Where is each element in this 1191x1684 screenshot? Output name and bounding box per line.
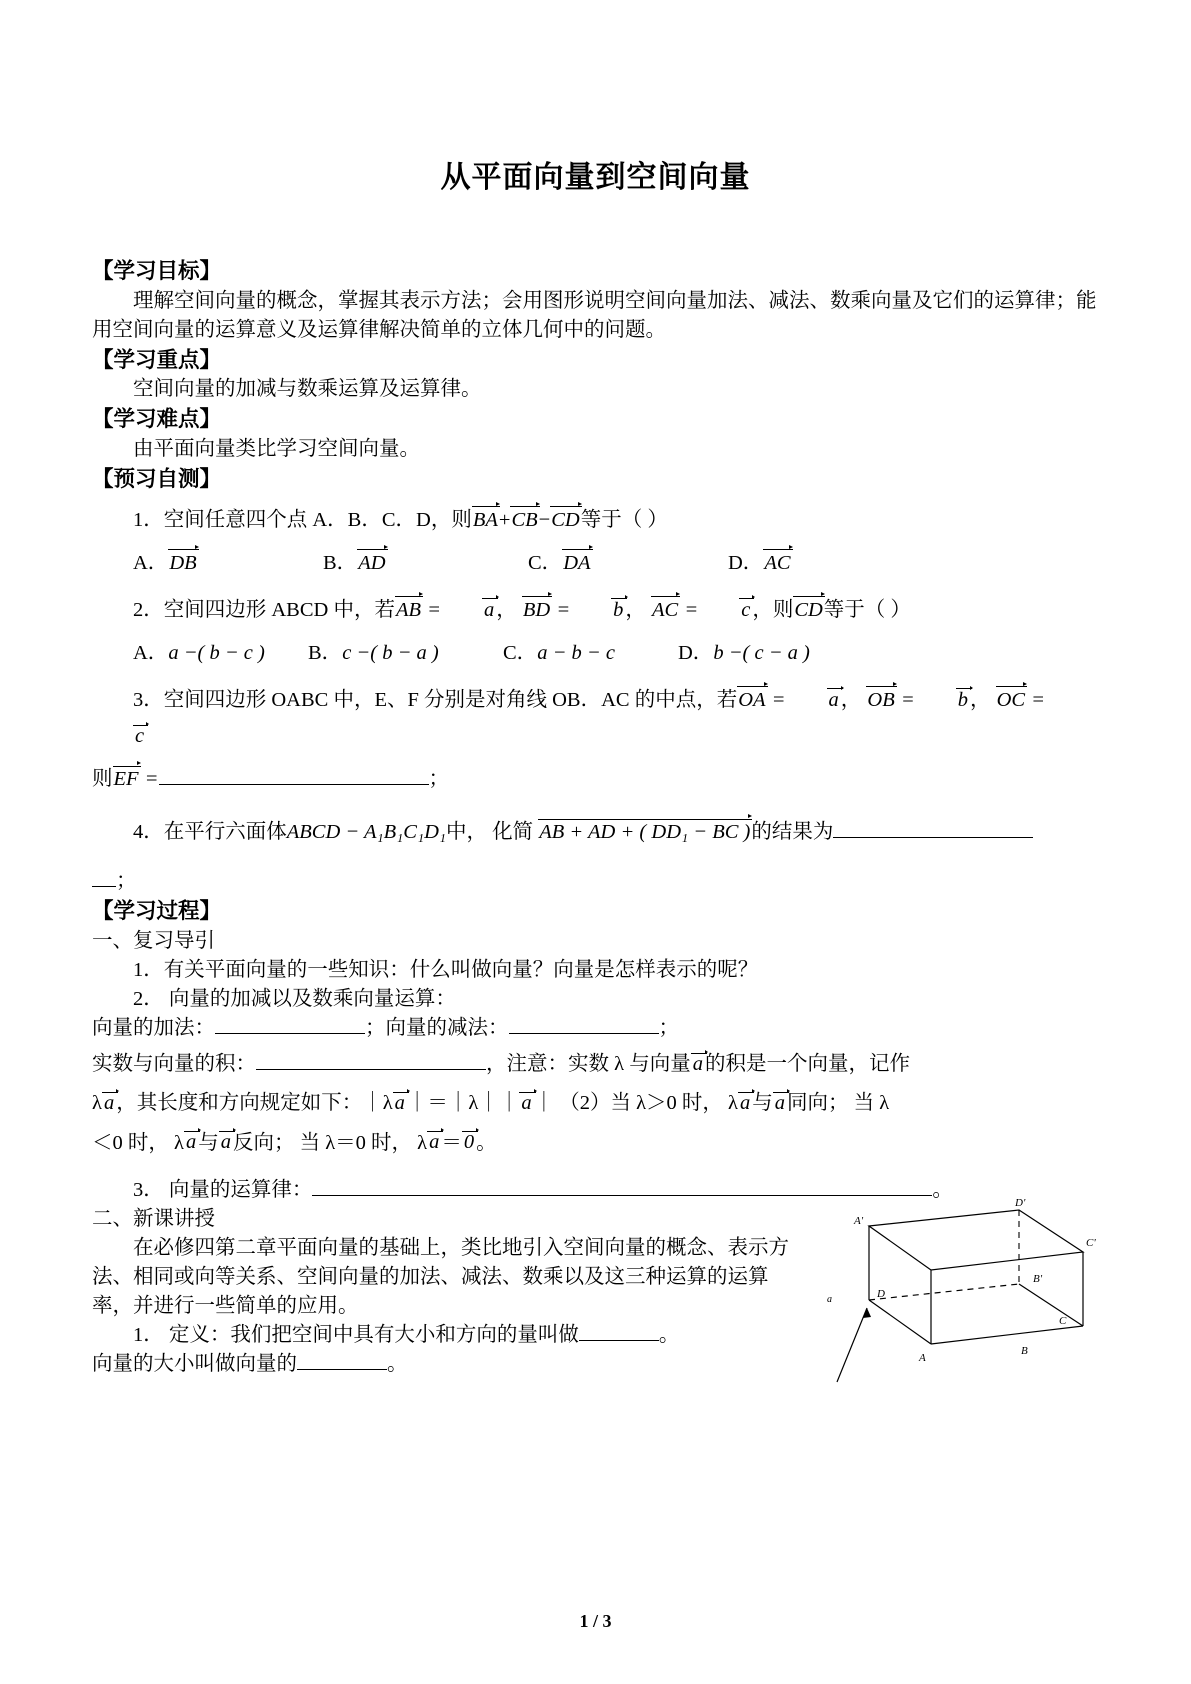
product-note-b: 的积是一个向量，记作 bbox=[704, 1053, 910, 1076]
q3-vec-oa: OA bbox=[738, 688, 766, 711]
q2-scalar-c: c bbox=[741, 598, 751, 621]
lambda-line-1: λa，其长度和方向规定如下：｜λa｜＝｜λ｜｜a｜ （2）当 λ＞0 时， λa与a同向； 当 λ bbox=[92, 1092, 890, 1115]
q1-text-before: 空间任意四个点 A．B．C．D，则 bbox=[163, 508, 472, 531]
q3-scalar-c: c bbox=[135, 724, 145, 747]
sub-blank[interactable] bbox=[509, 1033, 659, 1034]
lambda-vec-7: a bbox=[220, 1131, 231, 1154]
q2-text-after: 等于（ ） bbox=[823, 598, 911, 621]
lambda-line1-a: ，其长度和方向规定如下：｜λ bbox=[116, 1092, 393, 1115]
q2-vec-bd: BD bbox=[522, 598, 551, 621]
p1-3-tail: 。 bbox=[932, 1178, 953, 1201]
process-def-2 bbox=[92, 1350, 799, 1379]
q2-eq-1: = bbox=[427, 598, 441, 621]
q3-answer-eq: = bbox=[144, 768, 159, 791]
q1-number: 1． bbox=[133, 508, 164, 531]
q4-tail-mark: ； bbox=[116, 870, 137, 893]
question-2: 2．空间四边形 ABCD 中，若AB = a， BD = b， AC = c，则CD等于（ ） bbox=[133, 598, 911, 621]
parallelepiped-figure bbox=[807, 1196, 1107, 1410]
sub-label: ；向量的减法： bbox=[365, 1017, 509, 1040]
lambda-line1-d: 与 bbox=[752, 1092, 773, 1115]
q1-vec-cb: CB bbox=[511, 508, 538, 531]
q1-text-after: 等于（ ） bbox=[580, 508, 668, 531]
page-title: 从平面向量到空间向量 bbox=[440, 161, 751, 194]
lambda-vec-4: a bbox=[740, 1092, 751, 1115]
q2-vec-cd: CD bbox=[794, 598, 823, 621]
lambda-line1-c: ｜ （2）当 λ＞0 时， λ bbox=[533, 1092, 738, 1115]
section-header-key: 【学习重点】 bbox=[92, 347, 222, 372]
q4-expr: AB + AD + ( DD₁ − BC ) bbox=[539, 821, 751, 844]
def-2-label: 向量的大小叫做向量的 bbox=[92, 1353, 297, 1376]
process-product-line bbox=[92, 1043, 1099, 1079]
q2-option-a[interactable] bbox=[92, 639, 267, 668]
lambda-vec-8: a bbox=[429, 1131, 440, 1154]
q2-scalar-a: a bbox=[483, 598, 495, 621]
q4-text-before: 在平行六面体 bbox=[163, 821, 287, 844]
q4-text-after: 的结果为 bbox=[751, 821, 834, 844]
q1-option-d-vec: AC bbox=[764, 551, 791, 574]
q2-vec-ab: AB bbox=[395, 598, 422, 621]
def-1-blank[interactable] bbox=[579, 1340, 659, 1341]
q4-number: 4． bbox=[133, 821, 164, 844]
q3-vec-ob: OB bbox=[867, 688, 895, 711]
figure-label-c: C bbox=[1059, 1314, 1067, 1327]
q2-vec-ac: AC bbox=[652, 598, 679, 621]
q2-option-c-expr: a − b − c bbox=[537, 641, 615, 664]
lambda-vec-6: a bbox=[185, 1131, 197, 1154]
question-4 bbox=[92, 794, 1099, 847]
q3-scalar-a: a bbox=[828, 688, 839, 711]
figure-label-a-prime: A' bbox=[854, 1214, 864, 1227]
lambda-line2-e: 。 bbox=[476, 1131, 497, 1154]
def-2-tail: 。 bbox=[387, 1353, 408, 1376]
figure-label-d: D bbox=[877, 1287, 885, 1300]
q2-option-c-label: C． bbox=[503, 641, 538, 664]
q3-text-before: 空间四边形 OABC 中，E、F 分别是对角线 OB．AC 的中点，若 bbox=[163, 688, 738, 711]
lambda-line1-e: 同向； 当 λ bbox=[787, 1092, 890, 1115]
q2-eq-3: = bbox=[684, 598, 699, 621]
q3-vec-oc: OC bbox=[996, 688, 1026, 711]
q1-option-c-label: C． bbox=[528, 551, 563, 574]
figure-label-b-prime: B' bbox=[1033, 1272, 1043, 1285]
p1-3-label: 3． 向量的运算律： bbox=[133, 1178, 313, 1201]
section-header-process: 【学习过程】 bbox=[92, 899, 222, 924]
parallelepiped-svg bbox=[807, 1196, 1107, 1401]
figure-label-a: A bbox=[919, 1351, 926, 1364]
q1-op-minus: − bbox=[538, 508, 551, 531]
question-2-options bbox=[92, 625, 1099, 668]
q1-option-b-vec: AD bbox=[358, 551, 386, 574]
product-note-a: ，注意：实数 λ 与向量 bbox=[486, 1053, 691, 1076]
q2-eq-2: = bbox=[556, 598, 571, 621]
q1-option-c-vec: DA bbox=[563, 551, 591, 574]
q2-option-b-label: B． bbox=[308, 641, 343, 664]
q2-option-c[interactable] bbox=[462, 639, 637, 668]
lambda-line1-b: ｜＝｜λ｜｜ bbox=[406, 1092, 520, 1115]
q4-tail-blank[interactable] bbox=[92, 886, 116, 887]
question-3: 3．空间四边形 OABC 中，E、F 分别是对角线 OB．AC 的中点，若OA = a， OB = b， OC =c bbox=[133, 688, 1046, 747]
section-header-pretest: 【预习自测】 bbox=[92, 466, 222, 491]
question-1-options bbox=[92, 535, 1099, 578]
q2-option-d-label: D． bbox=[678, 641, 714, 664]
lambda-vec-3: a bbox=[521, 1092, 532, 1115]
def-1-label: 1． 定义：我们把空间中具有大小和方向的量叫做 bbox=[133, 1324, 579, 1347]
q3-answer-prefix: 则 bbox=[92, 768, 113, 791]
q2-text-before: 空间四边形 ABCD 中，若 bbox=[163, 598, 395, 621]
figure-label-b: B bbox=[1021, 1344, 1028, 1357]
add-label: 向量的加法： bbox=[92, 1017, 215, 1040]
section-header-difficult: 【学习难点】 bbox=[92, 407, 222, 432]
question-1 bbox=[92, 495, 1099, 535]
q1-vec-cd: CD bbox=[551, 508, 580, 531]
q1-option-d-label: D． bbox=[728, 551, 764, 574]
process-def-1 bbox=[92, 1321, 799, 1350]
q4-solid: ABCD − A₁B₁C₁D₁ bbox=[286, 821, 447, 844]
q2-scalar-b: b bbox=[613, 598, 624, 621]
lambda-line2-c: 反向； 当 λ＝0 时， λ bbox=[232, 1131, 428, 1154]
q1-option-d[interactable] bbox=[687, 549, 792, 578]
q4-text-mid: 中， 化简 bbox=[446, 821, 534, 844]
product-blank[interactable] bbox=[256, 1069, 486, 1070]
q1-option-b[interactable] bbox=[282, 549, 487, 578]
lambda-vec-9: 0 bbox=[463, 1131, 475, 1154]
figure-label-c-prime: C' bbox=[1086, 1236, 1096, 1249]
sub-tail: ； bbox=[658, 1017, 679, 1040]
q2-number: 2． bbox=[133, 598, 164, 621]
q3-answer-vec: EF bbox=[113, 768, 139, 791]
product-label: 实数与向量的积： bbox=[92, 1053, 256, 1076]
q1-option-a[interactable] bbox=[92, 549, 282, 578]
lambda-line2-a: ＜0 时， λ bbox=[92, 1131, 184, 1154]
q1-option-c[interactable] bbox=[487, 549, 687, 578]
q2-option-b[interactable] bbox=[267, 639, 462, 668]
lambda-vec-1: a bbox=[103, 1092, 115, 1115]
product-vec-a: a bbox=[692, 1053, 703, 1076]
q4-answer-blank[interactable] bbox=[833, 837, 1033, 838]
q2-option-d-expr: b −( c − a ) bbox=[713, 641, 810, 664]
page-number: 1 / 3 bbox=[579, 1611, 612, 1631]
q2-option-d[interactable] bbox=[637, 639, 810, 668]
q3-number: 3． bbox=[133, 688, 164, 711]
lambda-line2-b: 与 bbox=[198, 1131, 219, 1154]
q1-option-a-label: A． bbox=[133, 551, 169, 574]
process-part2-title: 二、新课讲授 bbox=[92, 1207, 215, 1230]
q1-vec-ba: BA bbox=[472, 508, 498, 531]
process-p2-intro: 在必修四第二章平面向量的基础上，类比地引入空间向量的概念、表示方法、相同或向等关系、空间向量的加法、减法、数乘以及这三种运算的运算率，并进行一些简单的应用。 bbox=[92, 1236, 789, 1318]
lambda-line2-d: ＝ bbox=[441, 1131, 462, 1154]
q1-option-b-label: B． bbox=[323, 551, 358, 574]
q3-scalar-b: b bbox=[957, 688, 968, 711]
q1-option-a-vec: DB bbox=[169, 551, 197, 574]
question-3-answer-line bbox=[92, 751, 1099, 794]
add-blank[interactable] bbox=[215, 1033, 365, 1034]
process-part1-title: 一、复习导引 bbox=[92, 929, 215, 952]
process-p1-2: 2． 向量的加减以及数乘向量运算： bbox=[133, 988, 456, 1011]
section-header-objective: 【学习目标】 bbox=[92, 259, 222, 283]
q2-option-a-label: A． bbox=[133, 641, 169, 664]
def-1-tail: 。 bbox=[658, 1324, 680, 1347]
figure-label-vector-a: a bbox=[827, 1293, 832, 1305]
q2-option-a-expr: a −( b − c ) bbox=[168, 641, 265, 664]
q2-option-b-expr: c −( b − a ) bbox=[342, 641, 439, 664]
q3-answer-blank[interactable] bbox=[159, 784, 429, 785]
key-text: 空间向量的加减与数乘运算及运算律。 bbox=[133, 378, 482, 401]
figure-label-d-prime: D' bbox=[1015, 1196, 1026, 1209]
lambda-vec-2: a bbox=[394, 1092, 405, 1115]
objective-text: 理解空间向量的概念，掌握其表示方法；会用图形说明空间向量加法、减法、数乘向量及它们的运算律；能用空间向量的运算意义及运算律解决简单的立体几何中的问题。 bbox=[92, 289, 1097, 341]
lesson-text-column bbox=[92, 1234, 799, 1380]
document-body bbox=[92, 256, 1099, 1379]
q2-then: 则 bbox=[772, 598, 794, 621]
question-4-tail bbox=[92, 847, 1099, 896]
lambda-vec-5: a bbox=[774, 1092, 785, 1115]
q3-answer-suffix: ； bbox=[428, 768, 450, 791]
process-p1-1: 1．有关平面向量的一些知识：什么叫做向量？向量是怎样表示的呢？ bbox=[133, 959, 759, 982]
process-add-sub-line bbox=[92, 1014, 1099, 1043]
q1-op-plus: + bbox=[498, 508, 511, 531]
def-2-blank[interactable] bbox=[297, 1369, 387, 1370]
difficult-text: 由平面向量类比学习空间向量。 bbox=[133, 437, 420, 460]
lambda-line-2 bbox=[92, 1119, 1099, 1158]
